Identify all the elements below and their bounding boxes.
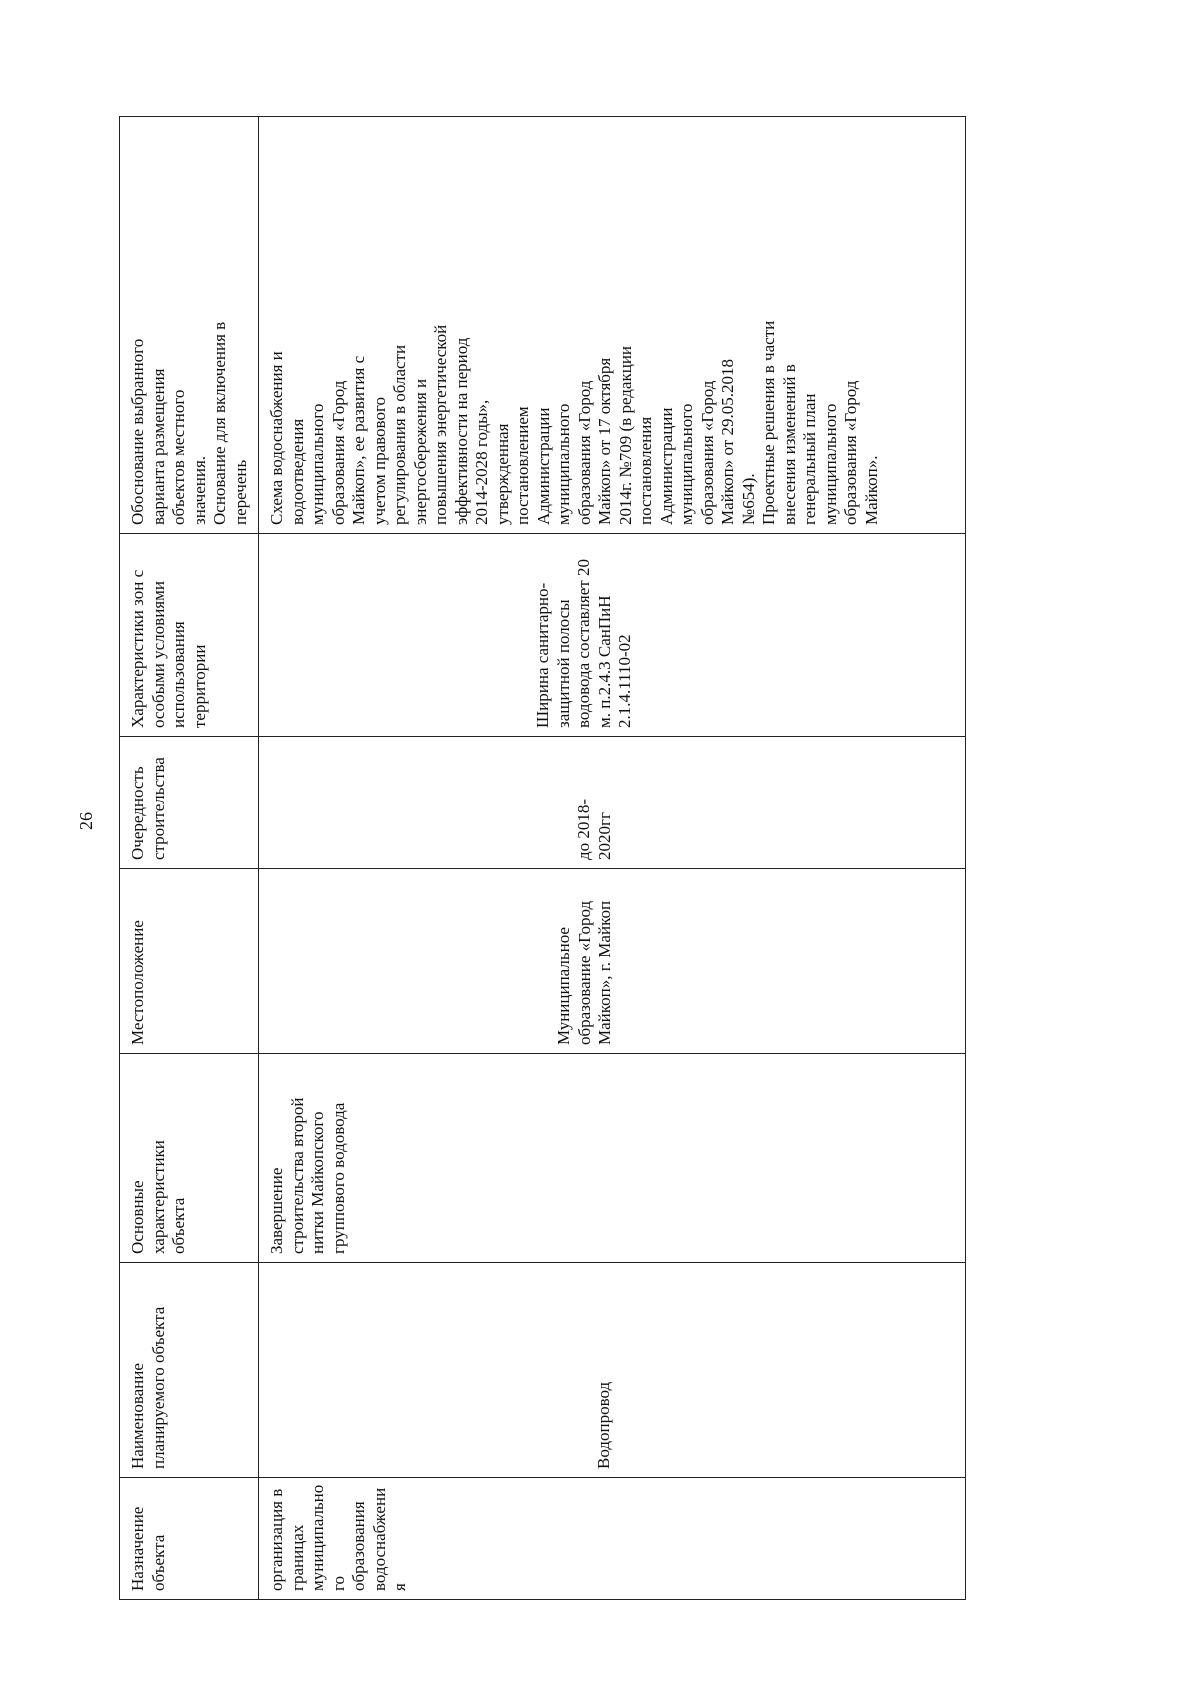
cell-construction-stage (259, 737, 966, 869)
table-header-row (120, 117, 259, 1600)
header-cell-name: Наименование планируемого объекта (120, 1263, 259, 1478)
header-cell-location: Местоположение (120, 869, 259, 1054)
cell-construction-stage-text: до 2018- 2020гг (574, 798, 614, 860)
cell-characteristics: Завершение строительства второй нитки Майкопского группового водовода (259, 1054, 966, 1263)
header-cell-purpose: Назначение объекта (120, 1478, 259, 1600)
cell-name-text: Водопровод (594, 1381, 613, 1469)
cell-zone-characteristics (259, 534, 966, 737)
header-cell-justification: Обоснование выбранного варианта размещения объектов местного значения. Основание для включения в перечень (120, 117, 259, 534)
table-row (259, 117, 966, 1600)
cell-zone-characteristics-text: Ширина санитарно- защитной полосы водовода составляет 20 м. п.2.4.3 СанПиН 2.1.4.1110-02 (533, 559, 634, 728)
page-number: 26 (76, 812, 96, 830)
cell-location-text: Муниципальное образование «Город Майкоп», г. Майкоп (554, 900, 614, 1045)
cell-name (259, 1263, 966, 1478)
planned-objects-table (119, 116, 966, 1600)
cell-justification: Схема водоснабжения и водоотведения муниципального образования «Город Майкоп», ее развития с учетом правового регулирования в области энергосбережения и повышения энергетической эффективности на период 2014-2028 годы», утвержденная постановлением Администрации муниципального образования «Город Майкоп» от 17 октября 2014г. №709 (в редакции постановления Администрации муниципального образования «Город Майкоп» от 29.05.2018 №654). Проектные решения в части внесения изменений в генеральный план муниципального образования «Город Майкоп». (259, 117, 966, 534)
rotated-table-container (119, 117, 965, 1600)
header-cell-characteristics: Основные характеристики объекта (120, 1054, 259, 1263)
cell-location (259, 869, 966, 1054)
header-cell-zone-characteristics: Характеристики зон с особыми условиями использования территории (120, 534, 259, 737)
header-cell-construction-stage: Очередность строительства (120, 737, 259, 869)
cell-purpose: организация в границах муниципального образования водоснабжения (259, 1478, 966, 1600)
